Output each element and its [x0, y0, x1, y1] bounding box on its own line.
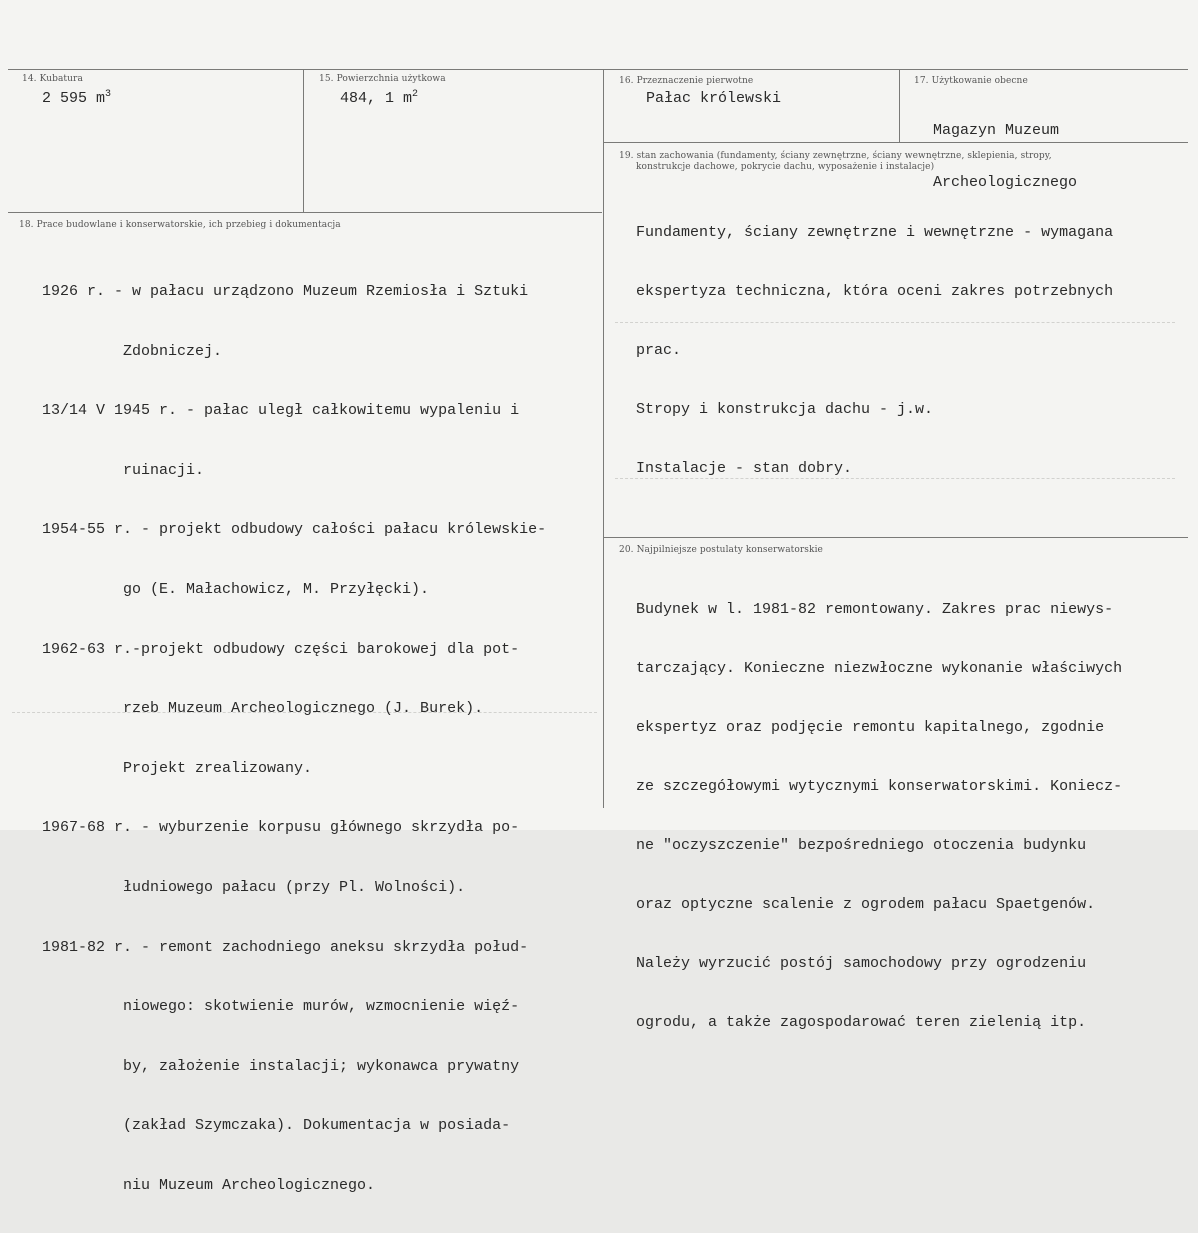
stan-zachowania-text — [636, 186, 1113, 515]
divider-14-15 — [303, 70, 304, 212]
row1-bottom-rule-left — [8, 212, 602, 213]
prace-label: 18. Prace budowlane i konserwatorskie, ich przebieg i dokumentacja — [19, 220, 341, 230]
row1-bottom-rule-right — [604, 142, 1188, 143]
powierzchnia-label: 15. Powierzchnia użytkowa — [319, 74, 446, 84]
powierzchnia-unit-exponent: 2 — [412, 89, 419, 100]
text-line: go (E. Małachowicz, M. Przyłęcki). — [42, 580, 430, 598]
text-line: Instalacje - stan dobry. — [636, 460, 853, 477]
text-line: Należy wyrzucić postój samochodowy przy ogrodzeniu — [636, 955, 1087, 972]
text-line: ogrodu, a także zagospodarować teren zielenią itp. — [636, 1014, 1087, 1031]
text-line: Magazyn Muzeum — [933, 122, 1060, 139]
text-line: tarczający. Konieczne niezwłoczne wykonanie właściwych — [636, 660, 1123, 677]
kubatura-number: 2 595 m — [42, 90, 106, 107]
text-line: niowego: skotwienie murów, wzmocnienie więź- — [42, 998, 520, 1016]
center-divider — [603, 70, 604, 808]
text-line: ze szczegółowymi wytycznymi konserwatorskimi. Koniecz- — [636, 778, 1123, 795]
kubatura-label: 14. Kubatura — [22, 74, 83, 84]
text-line: prac. — [636, 342, 682, 359]
powierzchnia-value — [340, 90, 418, 107]
text-line: łudniowego pałacu (przy Pl. Wolności). — [42, 878, 466, 896]
field20-top-rule — [604, 537, 1188, 538]
text-line: (zakład Szymczaka). Dokumentacja w posiada- — [42, 1117, 511, 1135]
text-line: 13/14 V 1945 r. - pałac uległ całkowitemu wypaleniu i — [42, 402, 520, 420]
text-line: ekspertyz oraz podjęcie remontu kapitalnego, zgodnie — [636, 719, 1105, 736]
stan-zachowania-label-1: 19. stan zachowania (fundamenty, ściany zewnętrzne, ściany wewnętrzne, sklepienia, stropy, — [619, 151, 1052, 161]
przeznaczenie-value: Pałac królewski — [646, 90, 782, 107]
powierzchnia-number: 484, 1 m — [340, 90, 413, 107]
text-line: Zdobniczej. — [42, 342, 223, 360]
text-line: Projekt zrealizowany. — [42, 759, 313, 777]
kubatura-unit-exponent: 3 — [105, 89, 112, 100]
text-line: ekspertyza techniczna, która oceni zakres potrzebnych — [636, 283, 1114, 300]
text-line: Archeologicznego — [933, 174, 1078, 191]
prace-text — [42, 245, 546, 1233]
text-line: 1981-82 r. - remont zachodniego aneksu skrzydła połud- — [42, 938, 529, 956]
text-line: oraz optyczne scalenie z ogrodem pałacu Spaetgenów. — [636, 896, 1096, 913]
text-line: 1926 r. - w pałacu urządzono Muzeum Rzemiosła i Sztuki — [42, 283, 529, 300]
kubatura-value — [42, 90, 111, 107]
stan-zachowania-label-2: konstrukcje dachowe, pokrycie dachu, wyposażenie i instalacje) — [636, 162, 935, 172]
text-line: ne "oczyszczenie" bezpośredniego otoczenia budynku — [636, 837, 1087, 854]
postulaty-label: 20. Najpilniejsze postulaty konserwatorskie — [619, 545, 823, 555]
text-line: 1967-68 r. - wyburzenie korpusu głównego skrzydła po- — [42, 819, 520, 837]
text-line: rzeb Muzeum Archeologicznego (J. Burek). — [42, 700, 484, 718]
przeznaczenie-label: 16. Przeznaczenie pierwotne — [619, 76, 754, 86]
text-line: 1954-55 r. - projekt odbudowy całości pałacu królewskie- — [42, 521, 547, 539]
text-line: Stropy i konstrukcja dachu - j.w. — [636, 401, 934, 418]
text-line: 1962-63 r.-projekt odbudowy części barokowej dla pot- — [42, 640, 520, 658]
divider-16-17 — [899, 70, 900, 142]
text-line: Budynek w l. 1981-82 remontowany. Zakres prac niewys- — [636, 601, 1114, 618]
uzytkowanie-label: 17. Użytkowanie obecne — [914, 76, 1028, 86]
postulaty-text — [636, 563, 1122, 1069]
text-line: ruinacji. — [42, 461, 205, 479]
text-line: niu Muzeum Archeologicznego. — [42, 1176, 376, 1194]
text-line: by, założenie instalacji; wykonawca prywatny — [42, 1057, 520, 1075]
top-rule — [8, 69, 1188, 70]
text-line: Fundamenty, ściany zewnętrzne i wewnętrzne - wymagana — [636, 224, 1114, 241]
